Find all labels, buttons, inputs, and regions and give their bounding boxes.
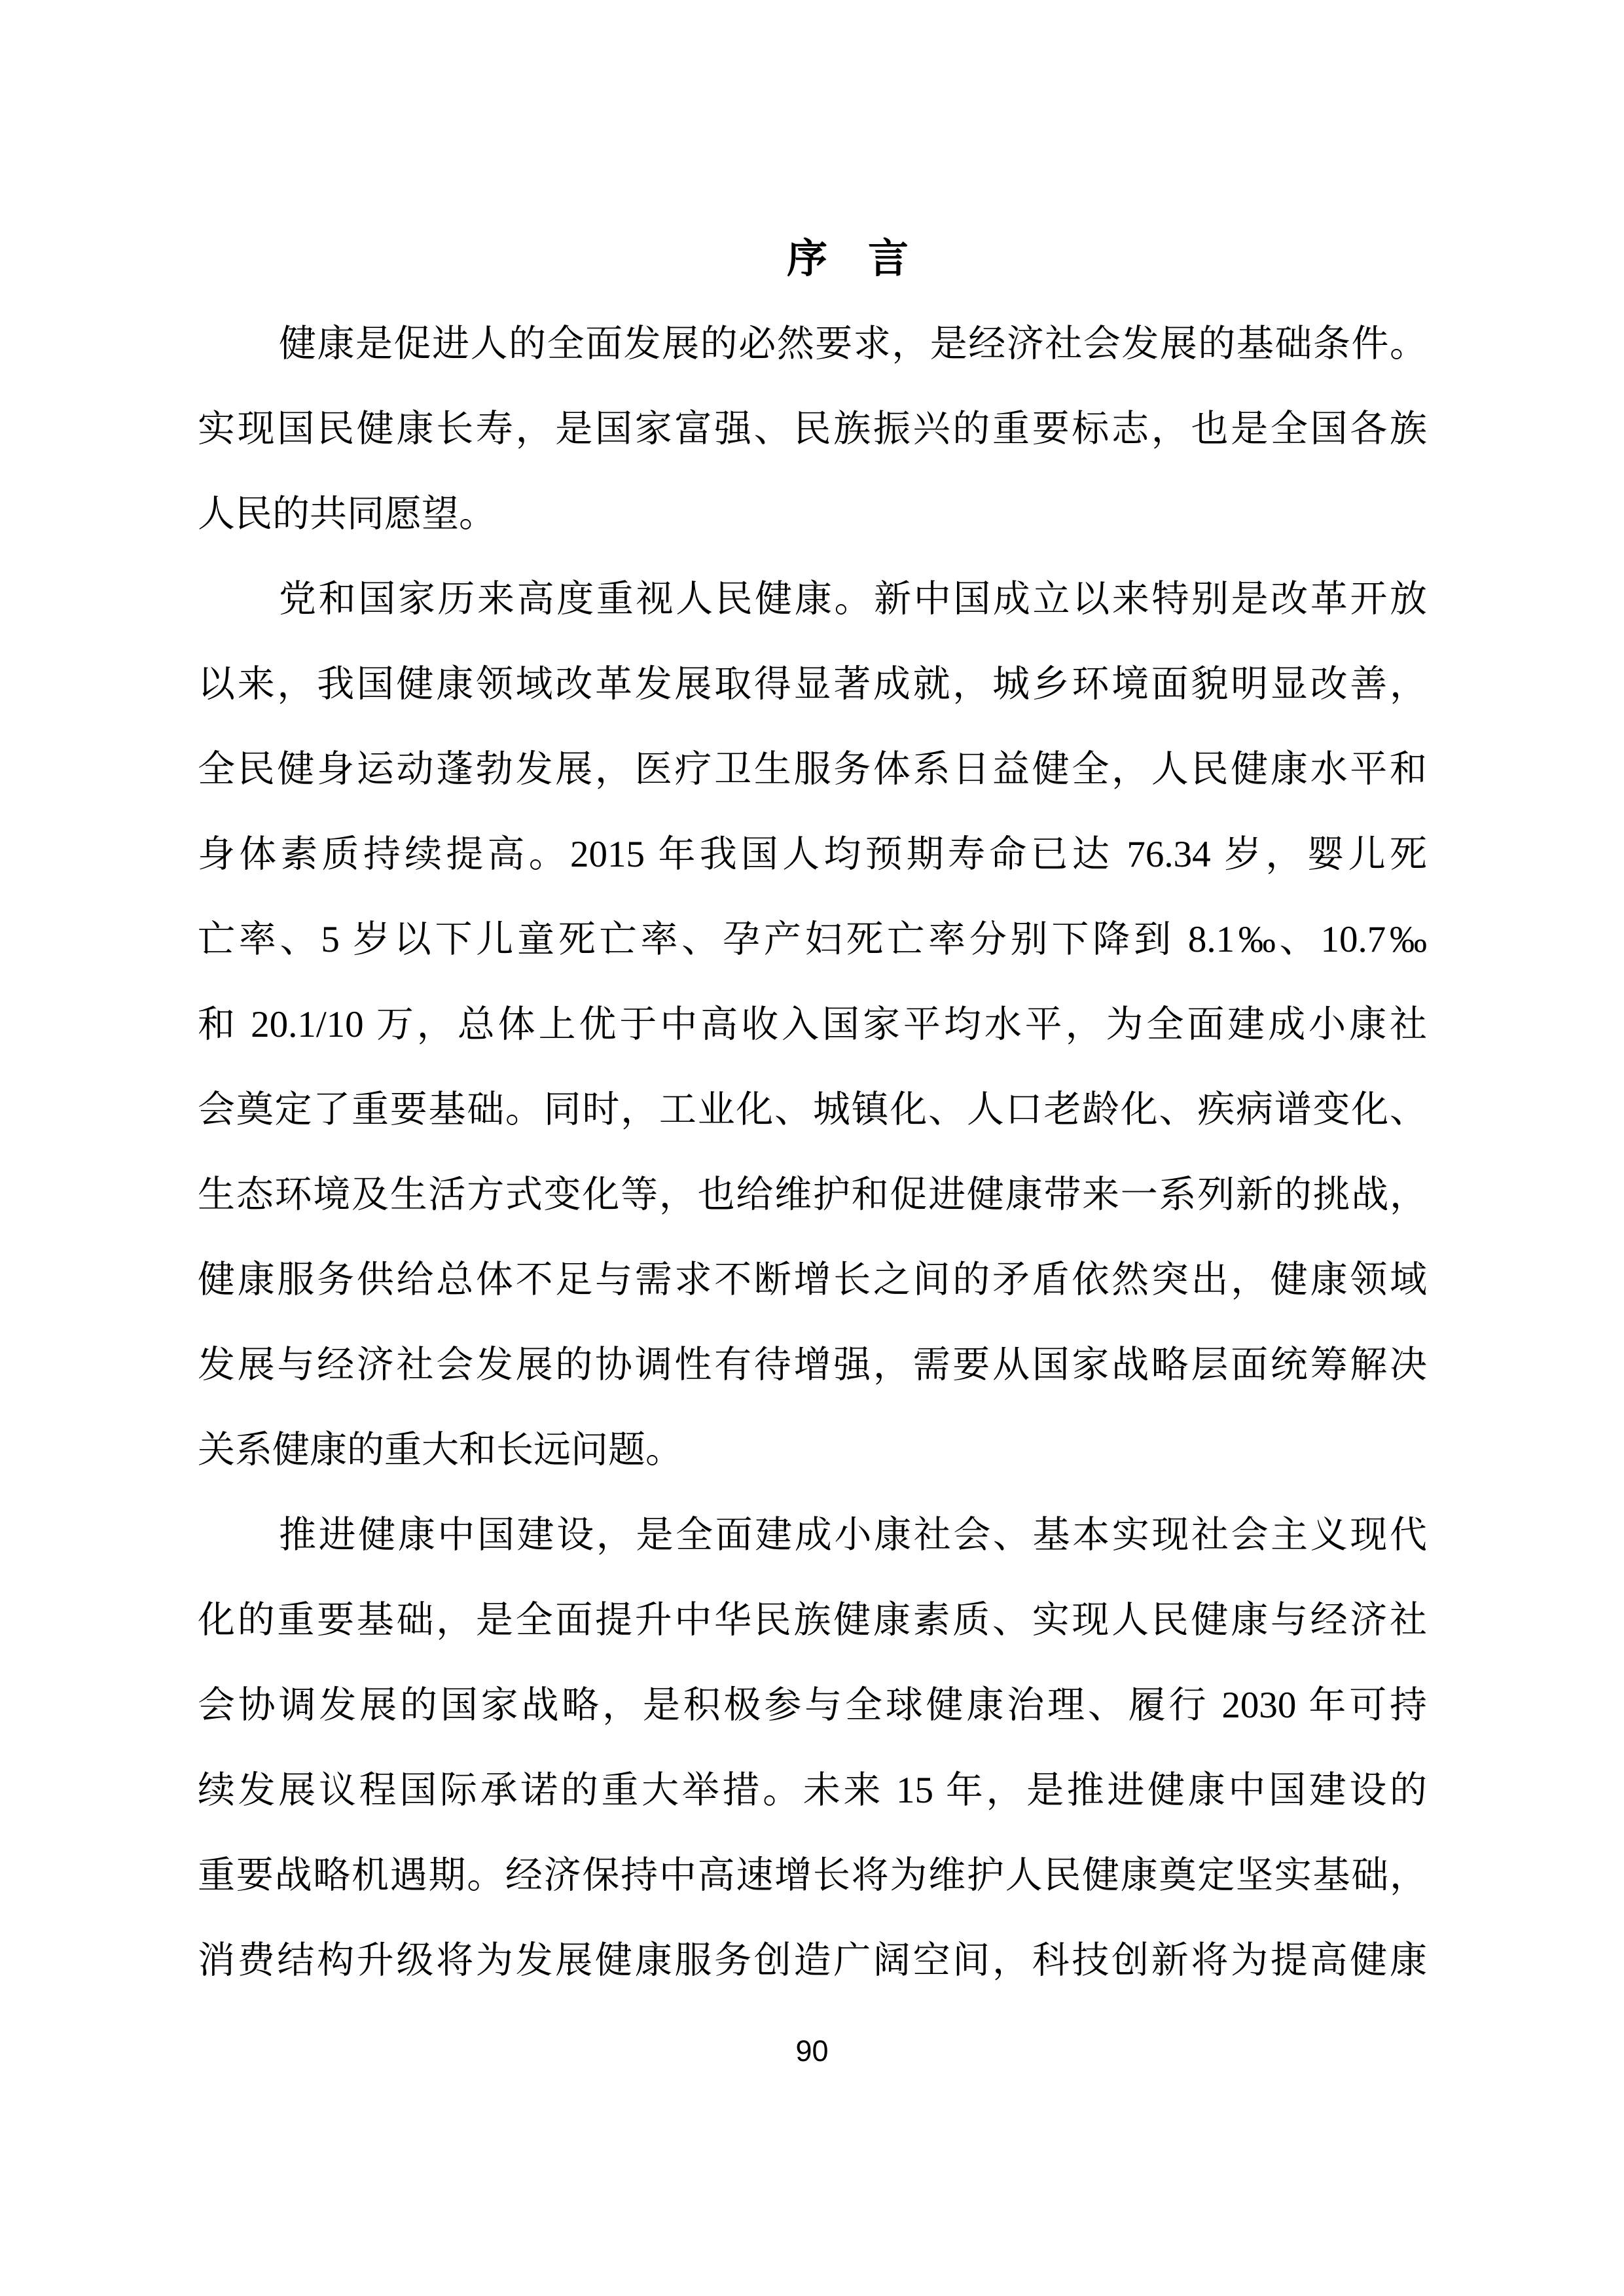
text-line: 以来，我国健康领域改革发展取得显著成就，城乡环境面貌明显改善， — [198, 664, 1427, 705]
text-line: 关系健康的重大和长远问题。 — [198, 1429, 683, 1471]
text-line: 健康是促进人的全面发展的必然要求，是经济社会发展的基础条件。 — [279, 323, 1427, 365]
text-line: 重要战略机遇期。经济保持中高速增长将为维护人民健康奠定坚实基础， — [198, 1855, 1427, 1896]
text-line: 会奠定了重要基础。同时，工业化、城镇化、人口老龄化、疾病谱变化、 — [198, 1089, 1427, 1130]
text-line: 会协调发展的国家战略，是积极参与全球健康治理、履行 2030 年可持 — [198, 1685, 1427, 1726]
text-line: 全民健身运动蓬勃发展，医疗卫生服务体系日益健全，人民健康水平和 — [198, 749, 1427, 790]
text-line: 续发展议程国际承诺的重大举措。未来 15 年，是推进健康中国建设的 — [198, 1770, 1427, 1811]
text-line: 健康服务供给总体不足与需求不断增长之间的矛盾依然突出，健康领域 — [198, 1259, 1427, 1300]
page-number: 90 — [795, 2034, 829, 2068]
page-title: 序 言 — [786, 237, 909, 281]
text-line: 身体素质持续提高。2015 年我国人均预期寿命已达 76.34 岁，婴儿死 — [198, 834, 1427, 875]
text-line: 人民的共同愿望。 — [198, 493, 496, 535]
text-line: 亡率、5 岁以下儿童死亡率、孕产妇死亡率分别下降到 8.1‰、10.7‰ — [198, 919, 1427, 960]
text-line: 生态环境及生活方式变化等，也给维护和促进健康带来一系列新的挑战， — [198, 1174, 1427, 1215]
preface-text-block — [198, 217, 1427, 2003]
text-line: 党和国家历来高度重视人民健康。新中国成立以来特别是改革开放 — [279, 579, 1427, 620]
text-line: 发展与经济社会发展的协调性有待增强，需要从国家战略层面统筹解决 — [198, 1344, 1427, 1386]
text-line: 和 20.1/10 万，总体上优于中高收入国家平均水平，为全面建成小康社 — [198, 1004, 1427, 1045]
text-line: 实现国民健康长寿，是国家富强、民族振兴的重要标志，也是全国各族 — [198, 408, 1427, 450]
text-line: 消费结构升级将为发展健康服务创造广阔空间，科技创新将为提高健康 — [198, 1940, 1427, 1981]
text-line: 化的重要基础，是全面提升中华民族健康素质、实现人民健康与经济社 — [198, 1600, 1427, 1641]
text-line: 推进健康中国建设，是全面建成小康社会、基本实现社会主义现代 — [279, 1515, 1427, 1556]
